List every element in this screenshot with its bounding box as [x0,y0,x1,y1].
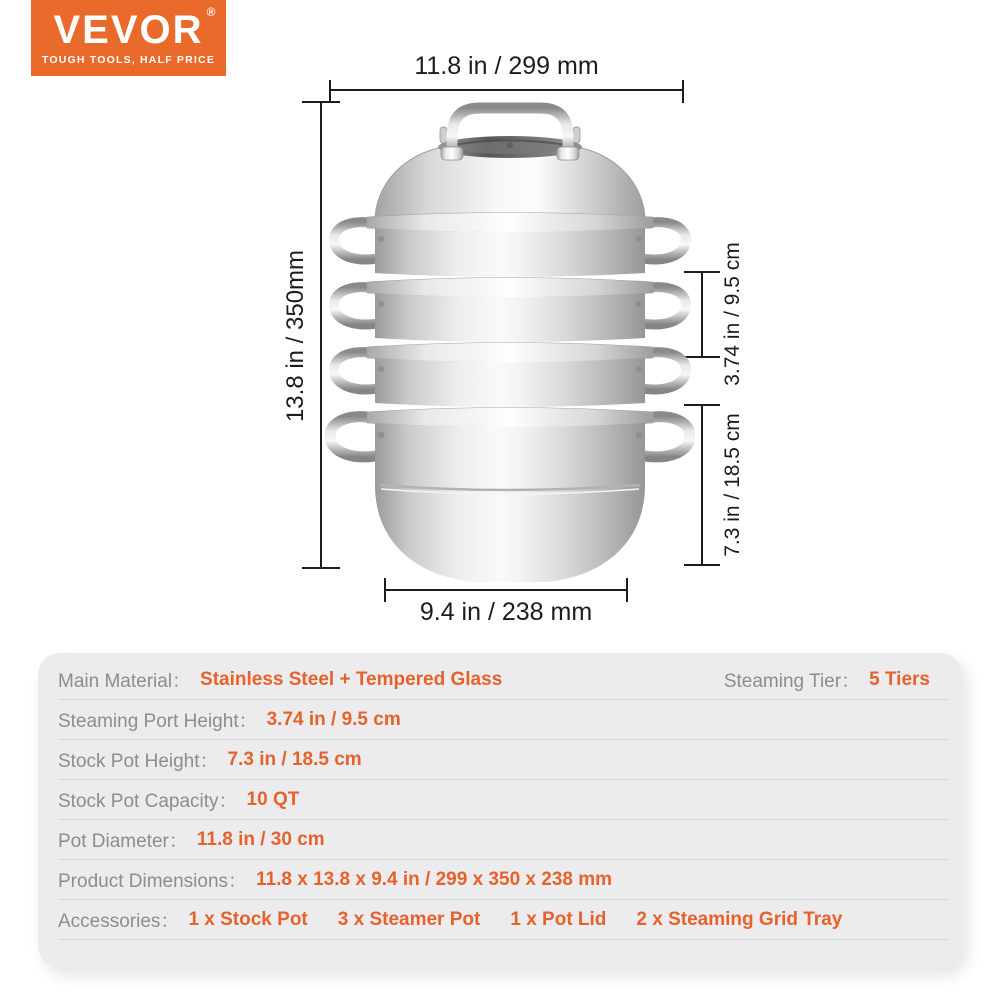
spec-label: Steaming Tier： [723,671,861,692]
spec-row-steaming-port-height [58,700,948,740]
steamer-tier-1 [334,213,686,278]
spec-value: 1 x Pot Lid [510,908,607,930]
spec-value: 1 x Stock Pot [188,908,308,930]
spec-row-pot-diameter [58,820,948,860]
spec-label: Main Material： [58,671,192,692]
dim-label-bottom-width: 9.4 in / 238 mm [419,598,593,626]
glass-lid [375,127,645,224]
lid-knob-screw [507,142,513,148]
dim-label-steaming-port-height: 3.74 in / 9.5 cm [721,242,744,386]
brand-logo [31,0,226,76]
spec-row-stock-pot-height [58,740,948,780]
spec-value: Stainless Steel + Tempered Glass [200,668,503,690]
lid-clip-right [573,127,580,143]
spec-label: Stock Pot Height： [58,751,219,772]
spec-label: Stock Pot Capacity： [58,791,238,812]
brand-tagline: TOUGH TOOLS, HALF PRICE [41,54,216,66]
brand-name: VEVOR ® [53,5,218,52]
spec-value: 10 QT [246,788,300,810]
spec-label: Steaming Port Height： [58,711,258,732]
spec-pair [724,666,930,693]
spec-value: 11.8 in / 30 cm [196,828,325,850]
registered-mark-icon: ® [206,5,218,19]
dim-label-overall-height: 13.8 in / 350mm [282,249,309,423]
spec-row-product-dimensions [58,860,948,900]
spec-value: 11.8 x 13.8 x 9.4 in / 299 x 350 x 238 mm [256,868,613,890]
spec-label: Accessories： [58,911,180,932]
spec-value: 3.74 in / 9.5 cm [266,708,401,730]
spec-label: Pot Diameter： [58,831,188,852]
spec-row-main-material [58,660,948,700]
spec-value: 5 Tiers [869,668,930,690]
steamer-tier-3 [334,343,686,408]
dim-label-top-width: 11.8 in / 299 mm [414,52,599,80]
spec-value: 3 x Steamer Pot [337,908,481,930]
spec-value: 7.3 in / 18.5 cm [227,748,362,770]
spec-row-stock-pot-capacity [58,780,948,820]
spec-panel [38,653,962,968]
product-image [325,95,695,595]
spec-label: Product Dimensions： [58,871,248,892]
stock-pot [330,408,690,583]
dim-label-stock-pot-height: 7.3 in / 18.5 cm [721,413,744,557]
spec-pair [58,666,502,693]
spec-row-accessories [58,900,948,940]
spec-value: 2 x Steaming Grid Tray [636,908,843,930]
lid-clip-left [440,127,447,143]
steamer-tier-2 [334,278,686,343]
